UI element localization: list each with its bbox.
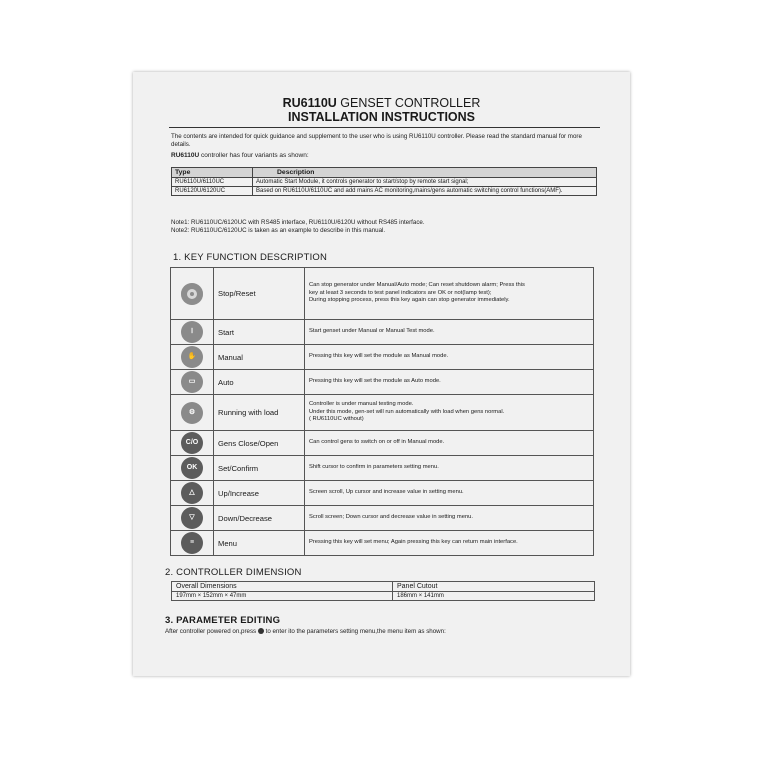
key-description <box>305 395 594 431</box>
key-row <box>171 431 594 456</box>
key-description <box>305 531 594 556</box>
section-3-heading: 3. PARAMETER EDITING <box>165 615 281 626</box>
key-row <box>171 481 594 506</box>
dim-header-cutout: Panel Cutout <box>393 582 595 592</box>
param-text-end: to enter ito the parameters setting menu,the menu item as shown: <box>263 628 446 635</box>
col-description: Description <box>253 168 597 178</box>
variant-type: RU6110U/6110UC <box>172 178 253 187</box>
auto-icon: ▭ <box>181 371 203 393</box>
variants-text <box>171 152 309 160</box>
key-row <box>171 370 594 395</box>
param-editing-text <box>165 628 446 636</box>
title-rule <box>169 127 600 128</box>
key-description <box>305 456 594 481</box>
variant-desc: Automatic Start Module, it controls generator to start/stop by remote start signal; <box>253 178 597 187</box>
key-icon-cell <box>171 431 214 456</box>
key-name: Start <box>214 320 305 345</box>
key-row <box>171 320 594 345</box>
key-description-line: ( RU6110UC without) <box>309 416 364 423</box>
key-description-line: Can control gens to switch on or off in Manual mode. <box>309 439 445 446</box>
doc-title-line1 <box>133 96 630 110</box>
down-arrow-icon: ▽ <box>181 507 203 529</box>
key-description-line: Controller is under manual testing mode. <box>309 401 414 408</box>
key-row <box>171 506 594 531</box>
doc-title-line2: INSTALLATION INSTRUCTIONS <box>287 110 476 124</box>
key-description-line: During stopping process, press this key again can stop generator immediately. <box>309 297 510 304</box>
key-row <box>171 395 594 431</box>
menu-icon: ≡ <box>181 532 203 554</box>
hand-icon: ✋ <box>181 346 203 368</box>
close-open-icon: C/O <box>181 432 203 454</box>
key-row <box>171 268 594 320</box>
key-description-line: Start genset under Manual or Manual Test mode. <box>309 328 435 335</box>
dim-overall-value: 197mm × 152mm × 47mm <box>172 592 393 601</box>
key-description <box>305 268 594 320</box>
test-load-icon: ⚙ <box>181 402 203 424</box>
key-description <box>305 431 594 456</box>
key-description <box>305 345 594 370</box>
key-icon-cell <box>171 395 214 431</box>
param-text-start: After controller powered on,press <box>165 628 257 635</box>
key-name: Down/Decrease <box>214 506 305 531</box>
key-name: Set/Confirm <box>214 456 305 481</box>
variants-model: RU6110U <box>171 152 200 159</box>
variant-table <box>171 167 597 196</box>
start-icon: Ⅰ <box>181 321 203 343</box>
section-1-heading: 1. KEY FUNCTION DESCRIPTION <box>173 252 328 263</box>
model-name: RU6110U <box>282 96 337 110</box>
key-description-line: Screen scroll, Up cursor and increase value in setting menu. <box>309 489 464 496</box>
key-description-line: Can stop generator under Manual/Auto mode; Can reset shutdown alarm; Press this <box>309 282 525 289</box>
key-icon-cell <box>171 345 214 370</box>
up-arrow-icon: △ <box>181 482 203 504</box>
title-rest: GENSET CONTROLLER <box>336 96 481 110</box>
key-icon-cell <box>171 456 214 481</box>
dim-cutout-value: 186mm × 141mm <box>393 592 595 601</box>
key-description <box>305 506 594 531</box>
key-icon-cell <box>171 506 214 531</box>
dimension-table <box>171 581 595 601</box>
key-icon-cell <box>171 370 214 395</box>
dim-header-overall: Overall Dimensions <box>172 582 393 592</box>
key-description <box>305 320 594 345</box>
key-description-line: Pressing this key will set the module as Auto mode. <box>309 378 441 385</box>
key-icon-cell <box>171 268 214 320</box>
key-description-line: Under this mode, gen-set will run automatically with load when gens normal. <box>309 408 505 415</box>
note-2: Note2: RU6110UC/6120UC is taken as an example to describe in this manual. <box>171 227 386 234</box>
key-function-table <box>170 267 594 556</box>
key-name: Gens Close/Open <box>214 431 305 456</box>
key-name: Up/Increase <box>214 481 305 506</box>
key-description-line: Scroll screen; Down cursor and decrease value in setting menu. <box>309 514 474 521</box>
key-icon-cell <box>171 481 214 506</box>
dimension-header-row <box>172 582 595 592</box>
col-type: Type <box>172 168 253 178</box>
document-page <box>133 72 630 676</box>
key-row <box>171 531 594 556</box>
key-name: Running with load <box>214 395 305 431</box>
key-description <box>305 481 594 506</box>
key-name: Manual <box>214 345 305 370</box>
intro-text: The contents are intended for quick guidance and supplement to the user who is using RU6110U controller. Please read the standard manual for more details. <box>171 133 582 148</box>
key-name: Menu <box>214 531 305 556</box>
variant-type: RU6120U/6120UC <box>172 187 253 196</box>
key-name: Auto <box>214 370 305 395</box>
key-description-line: Pressing this key will set the module as Manual mode. <box>309 353 449 360</box>
key-name: Stop/Reset <box>214 268 305 320</box>
key-description <box>305 370 594 395</box>
key-icon-cell <box>171 320 214 345</box>
stop-icon <box>181 283 203 305</box>
dimension-value-row <box>172 592 595 601</box>
note-1: Note1: RU6110UC/6120UC with RS485 interface, RU6110U/6120U without RS485 interface. <box>171 219 425 226</box>
key-description-line: Shift cursor to confirm in parameters setting menu. <box>309 464 439 471</box>
key-row <box>171 345 594 370</box>
variant-table-header <box>172 168 597 178</box>
key-description-line: Pressing this key will set menu; Again pressing this key can return main interface. <box>309 539 518 546</box>
key-row <box>171 456 594 481</box>
ok-icon: OK <box>181 457 203 479</box>
variants-rest: controller has four variants as shown: <box>199 152 309 159</box>
table-row <box>172 187 597 196</box>
table-row <box>172 178 597 187</box>
key-icon-cell <box>171 531 214 556</box>
variant-desc: Based on RU6110U/6110UC and add mains AC monitoring,mains/gens automatic switching control functions(AMF). <box>253 187 597 196</box>
key-description-line: key at least 3 seconds to test panel indicators are OK or not(lamp test); <box>309 289 492 296</box>
section-2-heading: 2. CONTROLLER DIMENSION <box>165 567 302 578</box>
